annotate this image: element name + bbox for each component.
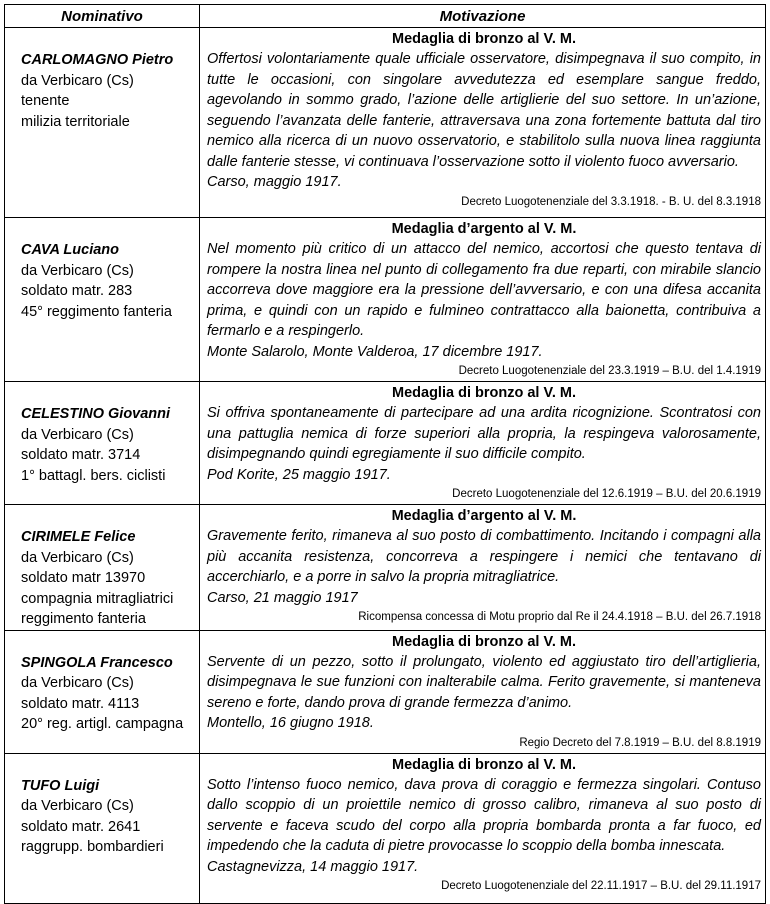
table-row: [5, 28, 766, 218]
person-detail: da Verbicaro (Cs): [21, 262, 134, 279]
nominativo-cell: [5, 218, 200, 382]
medal-title: Medaglia d’argento al V. M.: [391, 508, 577, 524]
person-detail: milizia territoriale: [21, 113, 130, 130]
person-detail: compagnia mitragliatrici: [21, 590, 174, 607]
person-detail: soldato matr. 2641: [21, 818, 141, 835]
person-detail: 20° reg. artigl. campagna: [21, 716, 184, 732]
decree-reference: Decreto Luogotenenziale del 12.6.1919 – B.U. del 20.6.1919: [452, 488, 761, 500]
medal-title: Medaglia d’argento al V. M.: [391, 221, 577, 237]
nominativo-cell: [5, 382, 200, 505]
person-detail: soldato matr. 4113: [21, 695, 140, 712]
motivazione-cell: [200, 753, 766, 903]
decree-reference: Regio Decreto del 7.8.1919 – B.U. del 8.8.1919: [519, 736, 761, 749]
decree-reference: Decreto Luogotenenziale del 3.3.1918. - B. U. del 8.3.1918: [461, 195, 761, 208]
person-name: TUFO Luigi: [21, 777, 100, 794]
person-name: CELESTINO Giovanni: [21, 406, 171, 422]
motivazione-cell: [200, 630, 766, 753]
motivazione-cell: [200, 505, 766, 631]
person-detail: da Verbicaro (Cs): [21, 549, 134, 566]
table-row: [5, 218, 766, 382]
nominativo-cell: [5, 505, 200, 631]
motivazione-cell: [200, 28, 766, 218]
person-name: CARLOMAGNO Pietro: [21, 52, 174, 68]
motivation-text: Gravemente ferito, rimaneva al suo posto di combattimento. Incitando i compagni alla più accanita resistenza, concorreva a respingere i nemici che tentavano di accerchiarlo, e a porre in salvo la propria mitragliatrice.: [207, 528, 761, 585]
medal-title: Medaglia di bronzo al V. M.: [392, 385, 576, 401]
nominativo-cell: [5, 630, 200, 753]
motivation-text: Nel momento più critico di un attacco del nemico, accortosi che questo tentava di rompere la nostra linea nel punto di collegamento fra due reparti, con mirabile slancio accorreva dove maggiore era la pressione dell’avversario, e con una difesa accanita prima, e quindi con un rapido e fulmineo contrattacco alla baionetta, contribuiva a fermarlo e a respingerlo.: [207, 241, 761, 339]
table-row: [5, 630, 766, 753]
table-row: [5, 753, 766, 903]
medal-title: Medaglia di bronzo al V. M.: [392, 633, 576, 650]
motivazione-cell: [200, 218, 766, 382]
table-row: [5, 382, 766, 505]
header-row: [5, 5, 766, 28]
decree-reference: Decreto Luogotenenziale del 23.3.1919 – B.U. del 1.4.1919: [458, 365, 761, 377]
person-detail: da Verbicaro (Cs): [21, 72, 134, 89]
person-detail: soldato matr. 283: [21, 283, 133, 299]
decorations-table: [4, 4, 766, 904]
place-date: Castagnevizza, 14 maggio 1917.: [207, 858, 419, 875]
motivation-text: Offertosi volontariamente quale ufficiale osservatore, disimpegnava il suo compito, in tutte le occasioni, con singolare avvedutezza ed esemplare sangue freddo, agevolando in sommo grado, l’azione delle artiglierie del suo settore. In un’azione, seguendo l’avanzata delle fanterie, attraversava una zona fortemente battuta dal tiro nemico alla ricerca di un nuovo osservatorio, e stabilitolo sulla nuova linea raggiunta dalle fanterie stesse, vi continuava l’osservazione sotto il violento fuoco avversario.: [207, 51, 761, 170]
nominativo-cell: [5, 753, 200, 903]
motivazione-cell: [200, 382, 766, 505]
person-detail: da Verbicaro (Cs): [21, 426, 134, 443]
person-detail: raggrupp. bombardieri: [21, 839, 164, 855]
decree-reference: Decreto Luogotenenziale del 22.11.1917 – B.U. del 29.11.1917: [441, 880, 761, 892]
motivation-text: Servente di un pezzo, sotto il prolungato, violento ed aggiustato tiro dell’artiglieria, disimpegnava le sue funzioni con inalterabile calma. Ferito gravemente, si manteneva sereno e forte, dando prova di grande fermezza d’animo.: [207, 653, 761, 711]
place-date: Monte Salarolo, Monte Valderoa, 17 dicembre 1917.: [207, 343, 543, 360]
motivation-text: Sotto l’intenso fuoco nemico, dava prova di coraggio e fermezza singolari. Contuso dallo scoppio di un proiettile nemico di grosso calibro, rimaneva al suo posto di servente e faceva scudo del corpo alla propria bombarda pronta a far fuoco, ed impedendo che la caduta di pietre provocasse lo scoppio della bomba innescata.: [207, 776, 761, 854]
person-detail: reggimento fanteria: [21, 611, 146, 627]
place-date: Pod Korite, 25 maggio 1917.: [207, 466, 391, 483]
motivation-text: Si offriva spontaneamente di partecipare ad una ardita ricognizione. Scontratosi con una pattuglia nemica di forze superiori alla propria, la respingeva valorosamente, disimpegnando quindi egregiamente il suo difficile compito.: [207, 405, 761, 462]
person-detail: 1° battagl. bers. ciclisti: [21, 467, 166, 484]
person-detail: tenente: [21, 93, 70, 109]
person-detail: 45° reggimento fanteria: [21, 303, 172, 320]
table-row: [5, 505, 766, 631]
person-detail: soldato matr 13970: [21, 570, 146, 586]
person-name: SPINGOLA Francesco: [21, 654, 173, 671]
place-date: Carso, 21 maggio 1917: [207, 589, 358, 606]
person-detail: da Verbicaro (Cs): [21, 798, 134, 814]
place-date: Montello, 16 giugno 1918.: [207, 715, 374, 731]
nominativo-cell: [5, 28, 200, 218]
person-detail: soldato matr. 3714: [21, 447, 141, 463]
person-name: CIRIMELE Felice: [21, 529, 136, 545]
header-motivazione: Motivazione: [200, 5, 766, 28]
medal-title: Medaglia di bronzo al V. M.: [392, 756, 576, 773]
person-name: CAVA Luciano: [21, 242, 120, 258]
header-nominativo: Nominativo: [5, 5, 200, 28]
decree-reference: Ricompensa concessa di Motu proprio dal Re il 24.4.1918 – B.U. del 26.7.1918: [358, 611, 761, 623]
person-detail: da Verbicaro (Cs): [21, 675, 134, 691]
medal-title: Medaglia di bronzo al V. M.: [392, 31, 576, 47]
place-date: Carso, maggio 1917.: [207, 174, 342, 190]
